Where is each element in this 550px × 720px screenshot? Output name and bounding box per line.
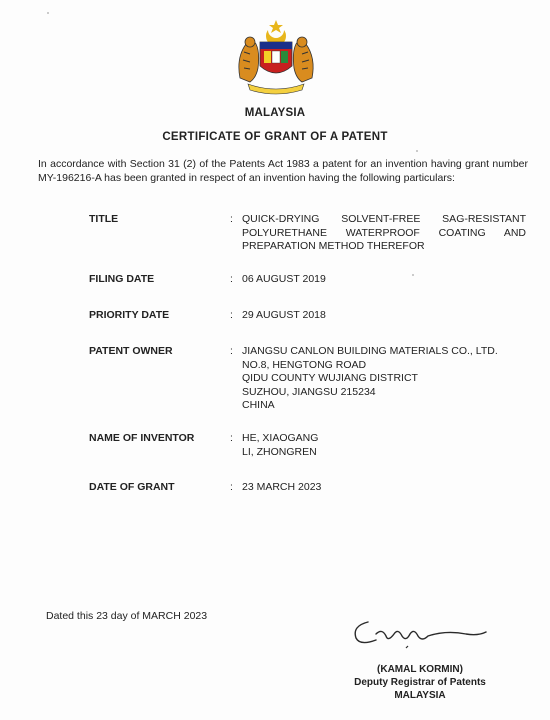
title-value: QUICK-DRYING SOLVENT-FREE SAG-RESISTANT POLYURETHANE WATERPROOF COATING AND PREPARATION METHOD THEREFOR: [242, 213, 526, 252]
patent-owner-colon: :: [230, 345, 233, 357]
inventor-value: [242, 432, 526, 459]
signature-icon: [346, 612, 496, 652]
grant-date-label: DATE OF GRANT: [89, 481, 175, 493]
owner-line: JIANGSU CANLON BUILDING MATERIALS CO., LTD.: [242, 345, 498, 357]
signatory-name: (KAMAL KORMIN): [377, 664, 463, 675]
owner-line: CHINA: [242, 399, 275, 411]
inventor-colon: :: [230, 432, 233, 444]
owner-line: QIDU COUNTY WUJIANG DISTRICT: [242, 372, 418, 384]
inventor-line: LI, ZHONGREN: [242, 445, 317, 458]
title-colon: :: [230, 213, 233, 225]
priority-date-colon: :: [230, 309, 233, 321]
scan-speck: [416, 150, 418, 152]
dated-line: Dated this 23 day of MARCH 2023: [46, 610, 208, 622]
filing-date-label: FILING DATE: [89, 273, 155, 285]
coat-of-arms-icon: [226, 18, 326, 98]
filing-date-value: 06 AUGUST 2019: [242, 273, 326, 285]
signatory-country: MALAYSIA: [394, 690, 446, 701]
filing-date-colon: :: [230, 273, 233, 285]
title-label: TITLE: [89, 213, 119, 225]
owner-line: NO.8, HENGTONG ROAD: [242, 358, 367, 371]
inventor-line: HE, XIAOGANG: [242, 432, 319, 444]
grant-date-colon: :: [230, 481, 233, 493]
priority-date-label: PRIORITY DATE: [89, 309, 170, 321]
scan-speck: [47, 12, 49, 14]
intro-paragraph: In accordance with Section 31 (2) of the Patents Act 1983 a patent for an invention having grant number MY-196216-A has been granted in respect of an invention having the following particulars:: [38, 158, 528, 184]
scan-speck: [412, 274, 414, 276]
priority-date-value: 29 AUGUST 2018: [242, 309, 326, 321]
patent-owner-value: [242, 345, 526, 413]
grant-date-value: 23 MARCH 2023: [242, 481, 322, 493]
certificate-title: CERTIFICATE OF GRANT OF A PATENT: [162, 131, 388, 143]
inventor-label: NAME OF INVENTOR: [89, 432, 195, 444]
owner-line: SUZHOU, JIANGSU 215234: [242, 385, 376, 398]
country-heading: MALAYSIA: [244, 107, 306, 119]
patent-owner-label: PATENT OWNER: [89, 345, 173, 357]
signatory-position: Deputy Registrar of Patents: [354, 677, 486, 688]
